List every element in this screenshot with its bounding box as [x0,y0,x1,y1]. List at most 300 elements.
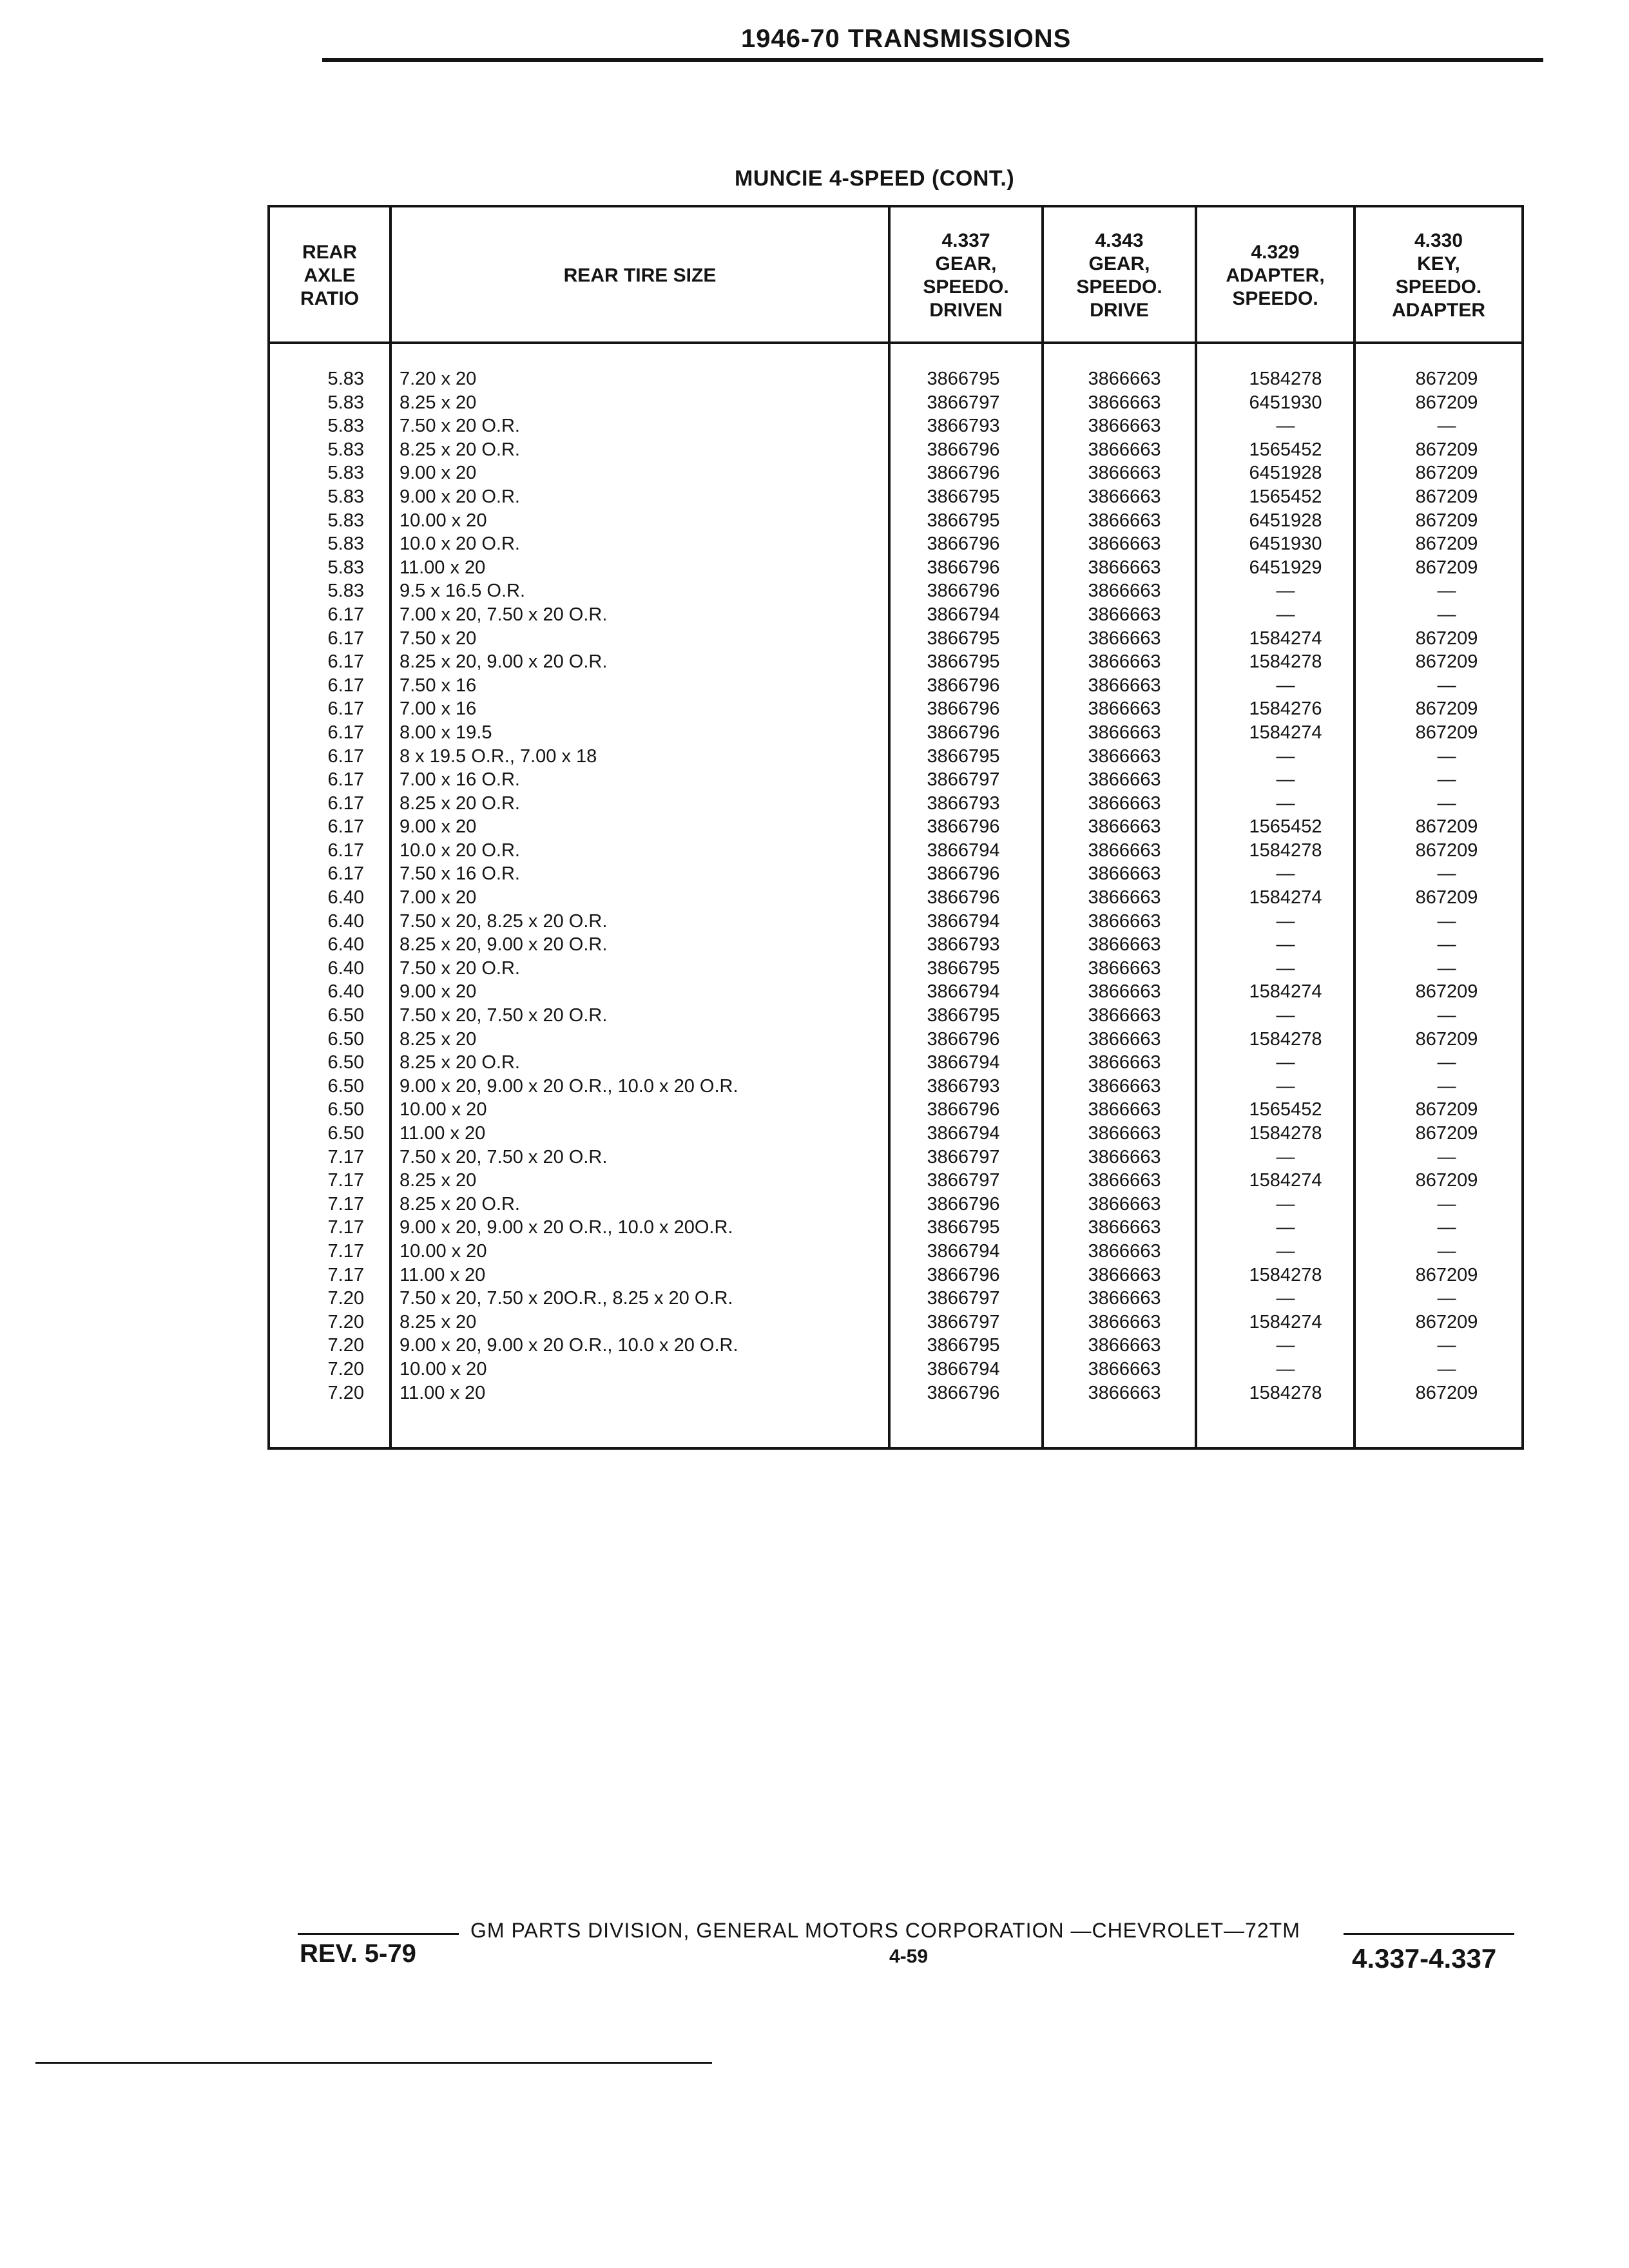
cell-gear-drive: 3866663 [1088,981,1161,1003]
cell-axle-ratio: 6.50 [327,1005,364,1026]
cell-tire-size: 9.00 x 20 [400,463,477,484]
cell-key: 867209 [1415,510,1478,531]
cell-key: 867209 [1415,439,1478,460]
cell-tire-size: 7.50 x 20 O.R. [400,957,520,979]
cell-gear-driven: 3866795 [927,369,1000,389]
cell-gear-drive: 3866663 [1088,486,1161,507]
cell-tire-size: 7.50 x 20 O.R. [400,416,520,437]
cell-axle-ratio: 6.17 [327,675,364,696]
cell-tire-size: 7.00 x 16 O.R. [400,769,520,791]
cell-axle-ratio: 7.20 [327,1358,364,1379]
cell-key: 867209 [1415,392,1478,413]
cell-gear-drive: 3866663 [1088,628,1161,649]
cell-adapter: 1565452 [1249,439,1322,460]
table-row [267,461,1524,485]
cell-tire-size: 10.0 x 20 O.R. [400,533,520,555]
cell-axle-ratio: 6.17 [327,745,364,767]
cell-axle-ratio: 7.17 [327,1170,364,1191]
cell-tire-size: 11.00 x 20 [400,1123,486,1144]
cell-axle-ratio: 6.50 [327,1099,364,1120]
cell-axle-ratio: 6.17 [327,604,364,625]
cell-key: 867209 [1415,981,1478,1003]
cell-gear-driven: 3866794 [927,840,1000,861]
cell-gear-driven: 3866795 [927,510,1000,531]
cell-key: 867209 [1415,533,1478,555]
table-row [267,1051,1524,1075]
table-row [267,1311,1524,1334]
cell-gear-drive: 3866663 [1088,1170,1161,1191]
cell-tire-size: 7.50 x 20, 7.50 x 20O.R., 8.25 x 20 O.R. [400,1288,733,1309]
cell-gear-drive: 3866663 [1088,1382,1161,1403]
table-row [267,815,1524,839]
cell-tire-size: 11.00 x 20 [400,1264,486,1285]
cell-gear-drive: 3866663 [1088,675,1161,696]
cell-gear-driven: 3866797 [927,1146,1000,1168]
cell-adapter: — [1276,1052,1295,1073]
table-row [267,1098,1524,1122]
cell-key: — [1437,1288,1456,1309]
table-row [267,603,1524,627]
cell-axle-ratio: 5.83 [327,581,364,602]
cell-gear-driven: 3866795 [927,628,1000,649]
cell-gear-drive: 3866663 [1088,1217,1161,1238]
cell-axle-ratio: 6.17 [327,816,364,838]
cell-tire-size: 8 x 19.5 O.R., 7.00 x 18 [400,745,597,767]
table-body [267,367,1524,1405]
cell-adapter: 1584278 [1249,840,1322,861]
cell-axle-ratio: 5.83 [327,416,364,437]
cell-adapter: 1584278 [1249,651,1322,673]
cell-adapter: — [1276,1005,1295,1026]
cell-adapter: — [1276,1146,1295,1168]
cell-adapter: — [1276,745,1295,767]
cell-gear-drive: 3866663 [1088,957,1161,979]
cell-tire-size: 8.25 x 20 O.R. [400,1193,520,1215]
cell-gear-drive: 3866663 [1088,816,1161,838]
bottom-rule [35,2062,712,2064]
cell-key: 867209 [1415,557,1478,578]
cell-tire-size: 7.50 x 20, 7.50 x 20 O.R. [400,1005,608,1026]
cell-gear-drive: 3866663 [1088,416,1161,437]
cell-gear-drive: 3866663 [1088,604,1161,625]
cell-axle-ratio: 7.20 [327,1288,364,1309]
cell-gear-driven: 3866796 [927,463,1000,484]
page-header-title: 1946-70 TRANSMISSIONS [741,24,1072,53]
cell-adapter: — [1276,1240,1295,1262]
cell-gear-drive: 3866663 [1088,439,1161,460]
cell-adapter: — [1276,1358,1295,1379]
table-row [267,674,1524,698]
cell-gear-drive: 3866663 [1088,557,1161,578]
cell-adapter: 6451930 [1249,533,1322,555]
cell-key: 867209 [1415,722,1478,743]
cell-adapter: 1584274 [1249,887,1322,908]
cell-key: 867209 [1415,628,1478,649]
cell-key: — [1437,1358,1456,1379]
cell-tire-size: 9.5 x 16.5 O.R. [400,581,526,602]
table-row [267,768,1524,792]
section-number: 4.337-4.337 [1352,1943,1497,1974]
table-row [267,1193,1524,1216]
cell-key: 867209 [1415,651,1478,673]
cell-key: — [1437,416,1456,437]
cell-gear-driven: 3866795 [927,1005,1000,1026]
footer-publisher: GM PARTS DIVISION, GENERAL MOTORS CORPORATION —CHEVROLET—72TM [470,1919,1300,1942]
cell-gear-driven: 3866797 [927,392,1000,413]
cell-tire-size: 9.00 x 20, 9.00 x 20 O.R., 10.0 x 20 O.R. [400,1335,738,1356]
cell-gear-driven: 3866794 [927,1052,1000,1073]
cell-axle-ratio: 6.17 [327,769,364,791]
header-rule [322,58,1543,62]
cell-tire-size: 8.25 x 20 O.R. [400,793,520,814]
cell-axle-ratio: 7.17 [327,1193,364,1215]
cell-gear-drive: 3866663 [1088,1099,1161,1120]
header-divider [267,341,1524,344]
cell-gear-driven: 3866794 [927,1358,1000,1379]
cell-gear-drive: 3866663 [1088,769,1161,791]
cell-gear-driven: 3866796 [927,1264,1000,1285]
cell-adapter: — [1276,793,1295,814]
cell-gear-driven: 3866796 [927,439,1000,460]
cell-adapter: 1565452 [1249,1099,1322,1120]
cell-gear-driven: 3866796 [927,816,1000,838]
cell-axle-ratio: 7.20 [327,1335,364,1356]
cell-adapter: — [1276,604,1295,625]
cell-gear-drive: 3866663 [1088,1264,1161,1285]
cell-key: — [1437,910,1456,932]
cell-adapter: — [1276,910,1295,932]
cell-gear-drive: 3866663 [1088,887,1161,908]
cell-adapter: 1565452 [1249,816,1322,838]
cell-gear-driven: 3866795 [927,1217,1000,1238]
cell-adapter: 1584276 [1249,698,1322,720]
cell-key: 867209 [1415,1170,1478,1191]
cell-tire-size: 7.50 x 20 [400,628,477,649]
cell-gear-drive: 3866663 [1088,1335,1161,1356]
cell-tire-size: 8.25 x 20, 9.00 x 20 O.R. [400,651,608,673]
cell-tire-size: 8.25 x 20, 9.00 x 20 O.R. [400,934,608,956]
cell-axle-ratio: 6.40 [327,981,364,1003]
table-row [267,1240,1524,1264]
cell-tire-size: 8.25 x 20 [400,1028,477,1050]
cell-gear-drive: 3866663 [1088,910,1161,932]
cell-key: 867209 [1415,1382,1478,1403]
cell-adapter: 1584274 [1249,628,1322,649]
cell-tire-size: 8.25 x 20 [400,1311,477,1332]
cell-gear-drive: 3866663 [1088,1052,1161,1073]
table-row [267,627,1524,651]
cell-axle-ratio: 6.40 [327,910,364,932]
cell-gear-driven: 3866796 [927,533,1000,555]
cell-tire-size: 11.00 x 20 [400,557,486,578]
cell-axle-ratio: 5.83 [327,439,364,460]
cell-tire-size: 10.00 x 20 [400,510,487,531]
cell-adapter: 1584274 [1249,1170,1322,1191]
table-row [267,910,1524,934]
cell-key: — [1437,1335,1456,1356]
cell-axle-ratio: 6.40 [327,887,364,908]
table-row [267,1264,1524,1287]
cell-adapter: — [1276,1335,1295,1356]
cell-gear-drive: 3866663 [1088,1005,1161,1026]
cell-gear-drive: 3866663 [1088,934,1161,956]
table-row [267,556,1524,580]
table-row [267,1028,1524,1052]
column-header-axle-ratio: REAR AXLE RATIO [300,242,360,309]
cell-gear-drive: 3866663 [1088,840,1161,861]
cell-adapter: 6451929 [1249,557,1322,578]
cell-axle-ratio: 6.40 [327,934,364,956]
cell-gear-drive: 3866663 [1088,1240,1161,1262]
cell-gear-drive: 3866663 [1088,533,1161,555]
cell-axle-ratio: 7.20 [327,1311,364,1332]
cell-tire-size: 8.25 x 20 [400,1170,477,1191]
cell-adapter: — [1276,863,1295,885]
table-row [267,1287,1524,1311]
cell-key: — [1437,957,1456,979]
table-row [267,1381,1524,1405]
table-row [267,1122,1524,1146]
cell-gear-driven: 3866796 [927,698,1000,720]
table-row [267,745,1524,769]
cell-key: 867209 [1415,1028,1478,1050]
cell-tire-size: 10.00 x 20 [400,1358,487,1379]
column-header-adapter: 4.329 ADAPTER, SPEEDO. [1226,242,1325,309]
table-row [267,839,1524,863]
cell-key: 867209 [1415,1311,1478,1332]
cell-tire-size: 7.50 x 20, 8.25 x 20 O.R. [400,910,608,932]
cell-adapter: — [1276,1193,1295,1215]
table-row [267,1169,1524,1193]
cell-key: — [1437,769,1456,791]
table-row [267,532,1524,556]
cell-adapter: 1584274 [1249,981,1322,1003]
cell-key: 867209 [1415,840,1478,861]
cell-axle-ratio: 7.17 [327,1146,364,1168]
cell-tire-size: 8.25 x 20 [400,392,477,413]
cell-key: 867209 [1415,369,1478,389]
cell-gear-drive: 3866663 [1088,1028,1161,1050]
cell-gear-drive: 3866663 [1088,745,1161,767]
table-row [267,650,1524,674]
cell-axle-ratio: 5.83 [327,510,364,531]
cell-gear-drive: 3866663 [1088,1311,1161,1332]
cell-gear-drive: 3866663 [1088,1075,1161,1097]
column-header-tire-size: REAR TIRE SIZE [563,265,717,286]
cell-axle-ratio: 6.50 [327,1123,364,1144]
cell-gear-drive: 3866663 [1088,510,1161,531]
cell-gear-driven: 3866795 [927,651,1000,673]
cell-adapter: — [1276,957,1295,979]
cell-adapter: — [1276,934,1295,956]
cell-axle-ratio: 5.83 [327,486,364,507]
cell-axle-ratio: 6.40 [327,957,364,979]
cell-tire-size: 7.20 x 20 [400,369,477,389]
cell-gear-drive: 3866663 [1088,863,1161,885]
cell-gear-driven: 3866796 [927,581,1000,602]
table-row [267,792,1524,816]
cell-tire-size: 7.50 x 16 [400,675,477,696]
table-row [267,1146,1524,1169]
cell-axle-ratio: 6.50 [327,1052,364,1073]
cell-axle-ratio: 6.17 [327,793,364,814]
cell-gear-driven: 3866794 [927,910,1000,932]
cell-gear-driven: 3866796 [927,1382,1000,1403]
cell-adapter: — [1276,581,1295,602]
cell-adapter: 1584278 [1249,1264,1322,1285]
cell-key: — [1437,1217,1456,1238]
cell-adapter: 1584278 [1249,1382,1322,1403]
cell-tire-size: 9.00 x 20 [400,981,477,1003]
cell-gear-drive: 3866663 [1088,581,1161,602]
cell-tire-size: 10.0 x 20 O.R. [400,840,520,861]
cell-tire-size: 8.25 x 20 O.R. [400,439,520,460]
cell-axle-ratio: 6.17 [327,628,364,649]
cell-gear-driven: 3866796 [927,1193,1000,1215]
table-row [267,391,1524,415]
cell-key: — [1437,745,1456,767]
table-row [267,367,1524,391]
cell-key: 867209 [1415,1099,1478,1120]
cell-axle-ratio: 5.83 [327,533,364,555]
cell-adapter: — [1276,769,1295,791]
cell-gear-driven: 3866795 [927,745,1000,767]
table-row [267,579,1524,603]
cell-gear-drive: 3866663 [1088,1358,1161,1379]
cell-tire-size: 10.00 x 20 [400,1240,487,1262]
footer-rule-right [1344,1933,1514,1935]
table-row [267,1358,1524,1381]
table-row [267,509,1524,533]
cell-tire-size: 9.00 x 20, 9.00 x 20 O.R., 10.0 x 20O.R. [400,1217,733,1238]
cell-gear-driven: 3866794 [927,1123,1000,1144]
cell-tire-size: 8.25 x 20 O.R. [400,1052,520,1073]
cell-gear-drive: 3866663 [1088,1288,1161,1309]
table-row [267,721,1524,745]
cell-adapter: 1584278 [1249,369,1322,389]
cell-axle-ratio: 6.17 [327,651,364,673]
cell-adapter: — [1276,1288,1295,1309]
cell-tire-size: 7.00 x 20 [400,887,477,908]
cell-tire-size: 9.00 x 20 [400,816,477,838]
cell-key: 867209 [1415,486,1478,507]
cell-adapter: 6451930 [1249,392,1322,413]
cell-tire-size: 7.00 x 20, 7.50 x 20 O.R. [400,604,608,625]
cell-axle-ratio: 5.83 [327,369,364,389]
cell-adapter: — [1276,1075,1295,1097]
cell-gear-driven: 3866797 [927,1288,1000,1309]
table-row [267,697,1524,721]
revision-date: REV. 5-79 [300,1939,416,1968]
table-row [267,957,1524,981]
cell-axle-ratio: 7.17 [327,1264,364,1285]
cell-gear-driven: 3866797 [927,1170,1000,1191]
cell-adapter: 1565452 [1249,486,1322,507]
cell-gear-driven: 3866796 [927,863,1000,885]
cell-gear-drive: 3866663 [1088,793,1161,814]
table-row [267,1004,1524,1028]
cell-gear-driven: 3866793 [927,934,1000,956]
cell-key: 867209 [1415,463,1478,484]
table-row [267,438,1524,462]
cell-key: — [1437,1193,1456,1215]
cell-axle-ratio: 6.17 [327,863,364,885]
cell-axle-ratio: 6.50 [327,1075,364,1097]
cell-key: — [1437,934,1456,956]
cell-adapter: 6451928 [1249,510,1322,531]
cell-key: — [1437,1052,1456,1073]
cell-gear-driven: 3866797 [927,1311,1000,1332]
cell-key: — [1437,863,1456,885]
cell-tire-size: 7.00 x 16 [400,698,477,720]
column-header-key: 4.330 KEY, SPEEDO. ADAPTER [1391,230,1485,321]
table-row [267,485,1524,509]
cell-tire-size: 9.00 x 20, 9.00 x 20 O.R., 10.0 x 20 O.R. [400,1075,738,1097]
cell-key: — [1437,581,1456,602]
cell-gear-drive: 3866663 [1088,392,1161,413]
cell-gear-drive: 3866663 [1088,722,1161,743]
cell-tire-size: 7.50 x 16 O.R. [400,863,520,885]
cell-adapter: — [1276,416,1295,437]
cell-gear-driven: 3866796 [927,1028,1000,1050]
cell-adapter: 1584278 [1249,1028,1322,1050]
cell-gear-driven: 3866795 [927,957,1000,979]
cell-gear-drive: 3866663 [1088,369,1161,389]
cell-gear-drive: 3866663 [1088,1123,1161,1144]
cell-axle-ratio: 6.17 [327,698,364,720]
cell-axle-ratio: 6.50 [327,1028,364,1050]
cell-axle-ratio: 7.17 [327,1240,364,1262]
cell-gear-drive: 3866663 [1088,651,1161,673]
cell-axle-ratio: 7.20 [327,1382,364,1403]
cell-adapter: 1584274 [1249,722,1322,743]
table-row [267,1075,1524,1099]
cell-tire-size: 10.00 x 20 [400,1099,487,1120]
cell-gear-driven: 3866793 [927,1075,1000,1097]
cell-adapter: — [1276,1217,1295,1238]
table-row [267,886,1524,910]
cell-gear-driven: 3866794 [927,1240,1000,1262]
cell-tire-size: 9.00 x 20 O.R. [400,486,520,507]
cell-key: — [1437,604,1456,625]
footer-rule-left [298,1933,459,1935]
cell-gear-driven: 3866796 [927,557,1000,578]
cell-key: 867209 [1415,816,1478,838]
cell-axle-ratio: 6.17 [327,840,364,861]
cell-adapter: 6451928 [1249,463,1322,484]
table-row [267,1334,1524,1358]
cell-key: — [1437,1240,1456,1262]
cell-axle-ratio: 5.83 [327,463,364,484]
cell-key: — [1437,1146,1456,1168]
cell-adapter: 1584274 [1249,1311,1322,1332]
cell-key: 867209 [1415,887,1478,908]
page-number: 4-59 [889,1946,929,1967]
cell-tire-size: 8.00 x 19.5 [400,722,492,743]
table-row [267,1216,1524,1240]
column-header-gear-driven: 4.337 GEAR, SPEEDO. DRIVEN [923,230,1009,321]
cell-gear-drive: 3866663 [1088,1193,1161,1215]
cell-key: 867209 [1415,698,1478,720]
cell-adapter: 1584278 [1249,1123,1322,1144]
cell-gear-driven: 3866797 [927,769,1000,791]
cell-gear-drive: 3866663 [1088,463,1161,484]
cell-gear-drive: 3866663 [1088,1146,1161,1168]
cell-tire-size: 11.00 x 20 [400,1382,486,1403]
table-title: MUNCIE 4-SPEED (CONT.) [735,166,1015,191]
cell-gear-driven: 3866794 [927,604,1000,625]
cell-gear-driven: 3866793 [927,416,1000,437]
